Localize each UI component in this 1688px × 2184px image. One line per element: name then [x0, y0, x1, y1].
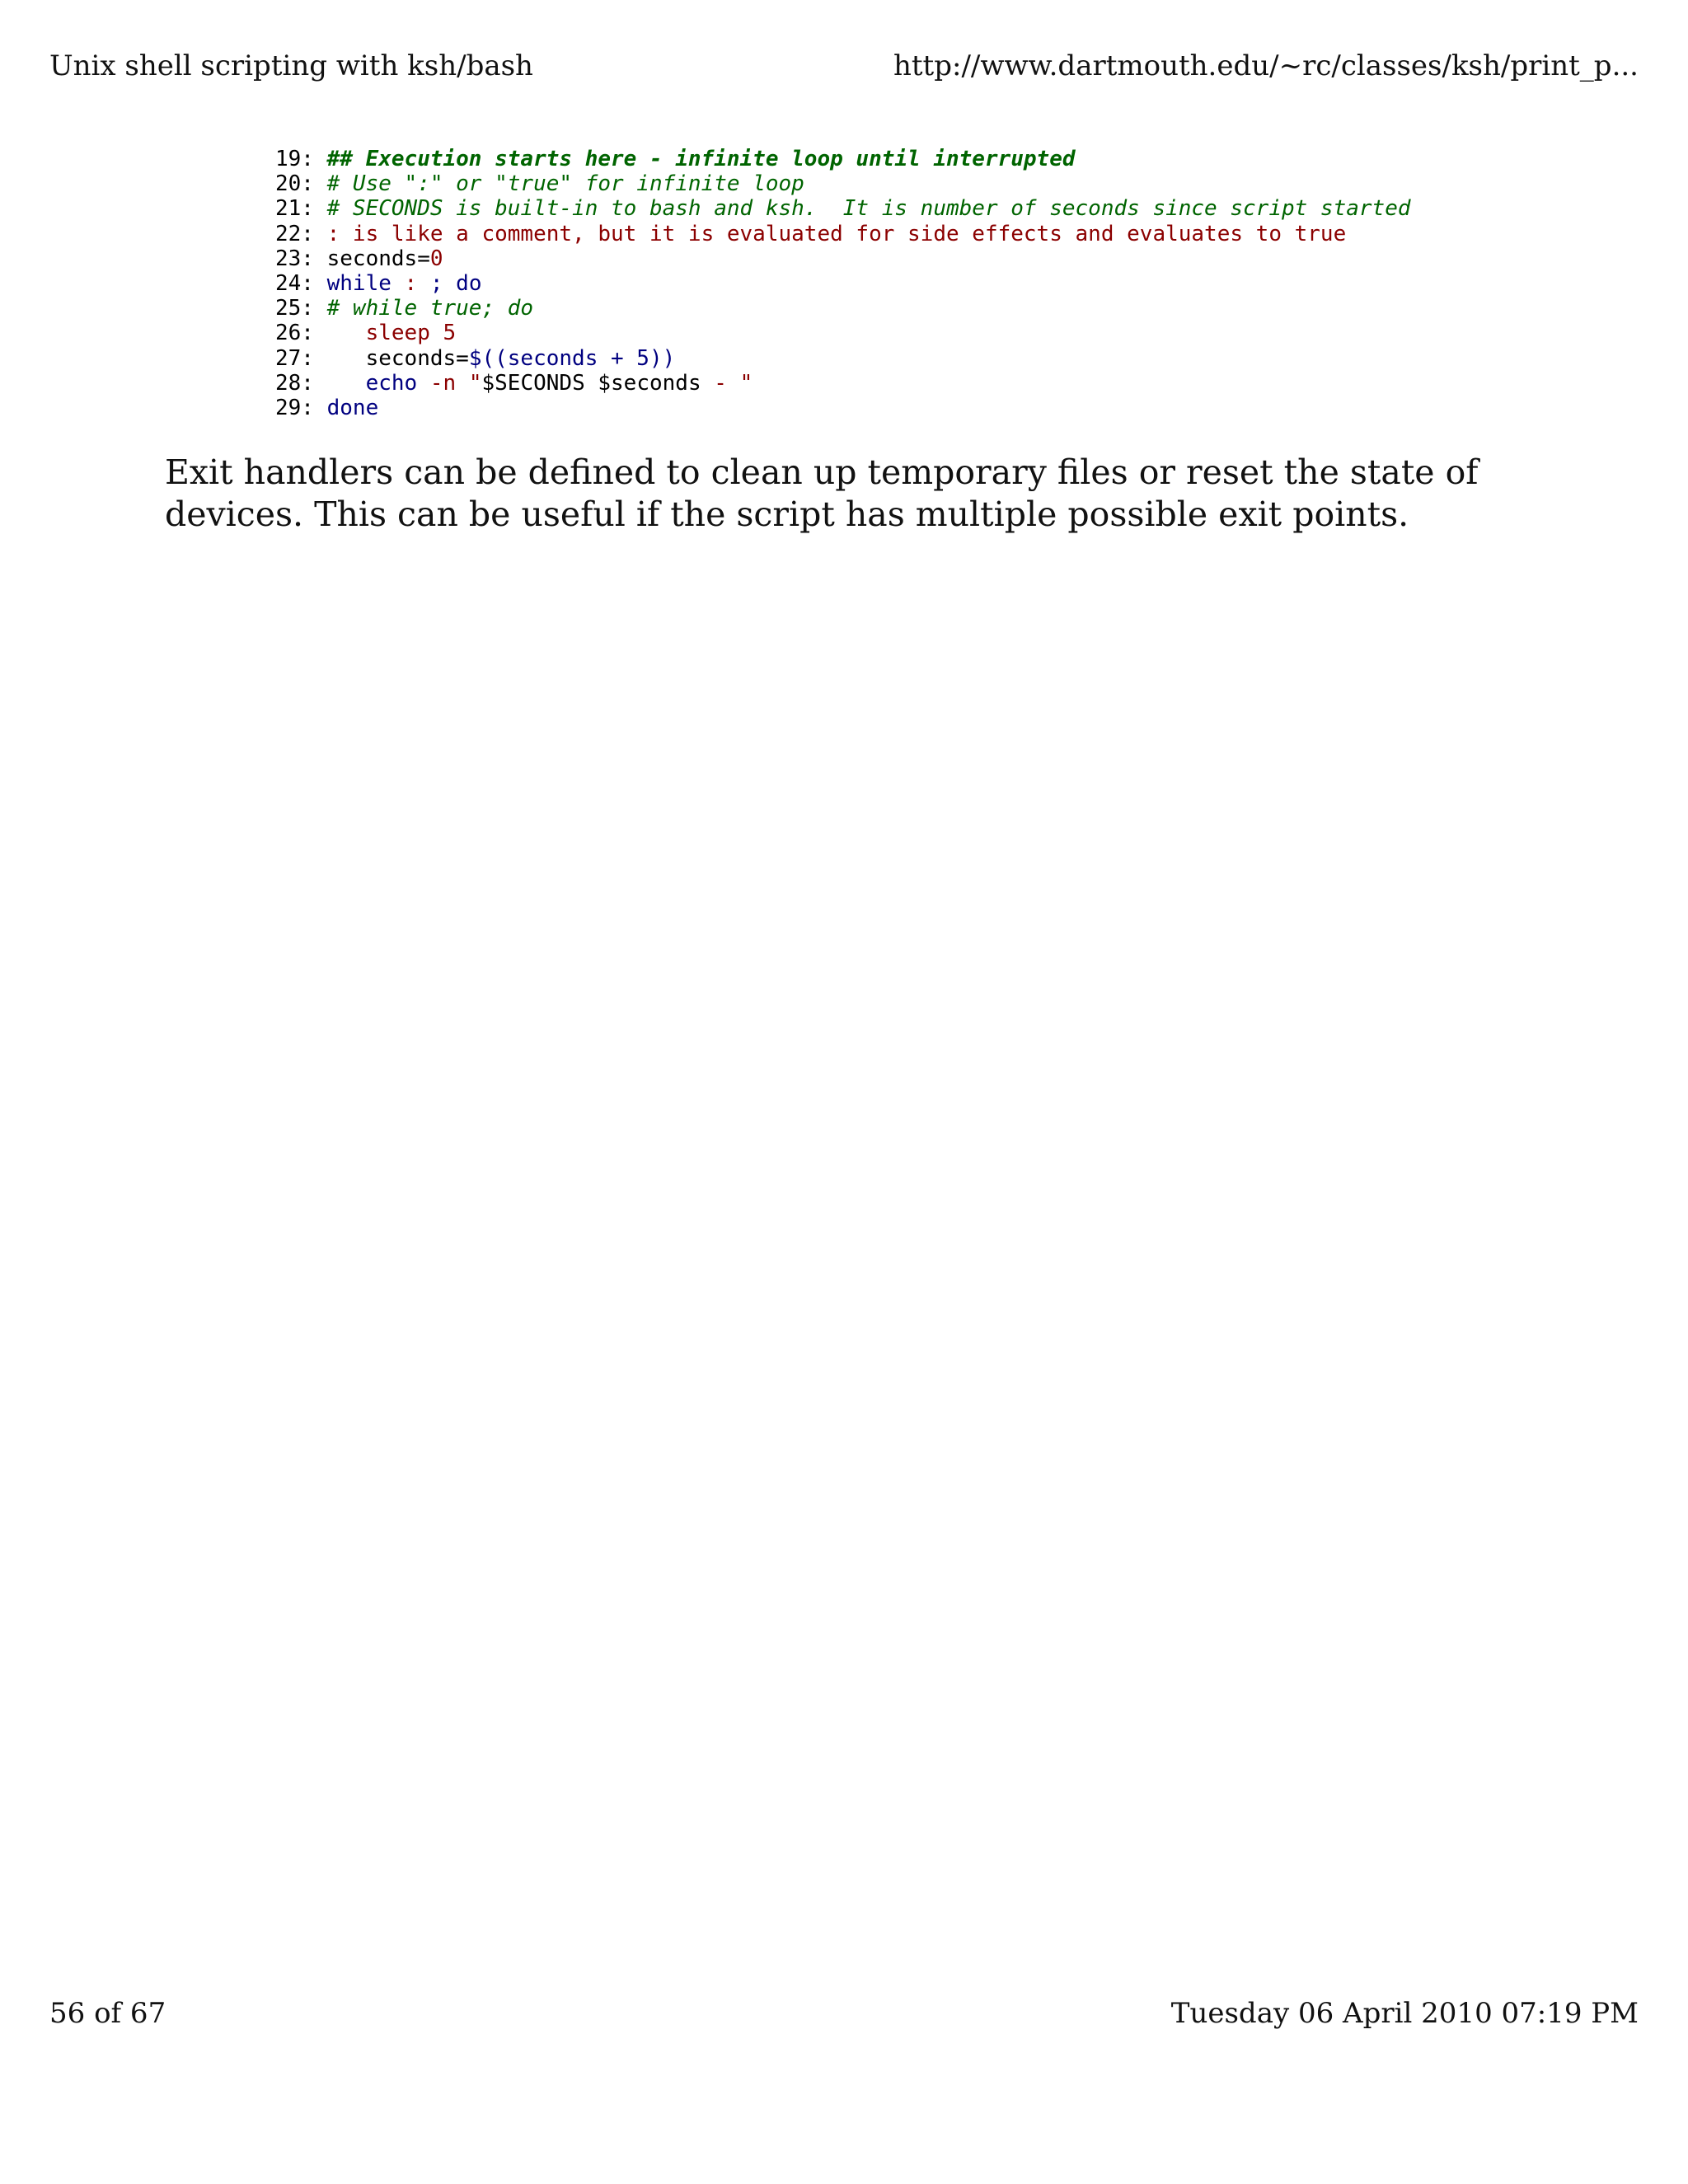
code-line — [275, 246, 1411, 271]
code-segment: $((seconds + 5)) — [468, 345, 676, 371]
code-line — [275, 396, 1411, 420]
code-line — [275, 196, 1411, 221]
line-number: 23: — [275, 246, 314, 271]
code-segment: echo — [365, 370, 418, 396]
code-segment: ## Execution starts here - infinite loop until interrupted — [326, 147, 1076, 171]
code-segment: while — [326, 270, 392, 296]
code-segment: -n " — [417, 370, 482, 396]
line-number: 28: — [275, 370, 314, 396]
code-segment: 0 — [429, 246, 443, 271]
line-number: 24: — [275, 270, 314, 296]
code-segment: sleep 5 — [365, 321, 457, 346]
code-line — [275, 271, 1411, 296]
code-line — [275, 296, 1411, 321]
code-segment: ; do — [429, 270, 482, 296]
line-number: 25: — [275, 296, 314, 321]
line-number: 29: — [275, 395, 314, 420]
code-listing — [275, 147, 1411, 420]
code-segment: : — [391, 270, 430, 296]
code-segment: # while true; do — [326, 296, 534, 321]
code-segment: seconds= — [326, 345, 469, 371]
print-date: Tuesday 06 April 2010 07:19 PM — [1170, 1997, 1639, 2030]
line-number: 21: — [275, 196, 314, 222]
code-line — [275, 346, 1411, 371]
code-line — [275, 171, 1411, 196]
line-number: 19: — [275, 147, 314, 171]
code-segment: seconds= — [326, 246, 430, 271]
code-segment: # SECONDS is built-in to bash and ksh. It is number of seconds since script started — [326, 196, 1411, 222]
body-paragraph: Exit handlers can be defined to clean up temporary files or reset the state of devices. This can be useful if the script has multiple possible exit points. — [165, 452, 1479, 534]
code-segment: : is like a comment, but it is evaluated for side effects and evaluates to true — [326, 221, 1347, 246]
page-number: 56 of 67 — [49, 1997, 166, 2030]
line-number: 20: — [275, 171, 314, 197]
code-segment: done — [326, 395, 379, 420]
code-line — [275, 147, 1411, 171]
page-header-url: http://www.dartmouth.edu/~rc/classes/ksh/print_p... — [893, 49, 1639, 82]
code-line — [275, 321, 1411, 345]
code-segment: $SECONDS $seconds — [481, 370, 715, 396]
code-segment: - " — [714, 370, 753, 396]
line-number: 22: — [275, 221, 314, 246]
line-number: 27: — [275, 345, 314, 371]
code-segment — [327, 371, 366, 396]
code-segment: # Use ":" or "true" for infinite loop — [326, 171, 804, 197]
code-segment — [327, 321, 366, 345]
line-number: 26: — [275, 321, 314, 346]
page-header-title: Unix shell scripting with ksh/bash — [49, 49, 533, 82]
code-line — [275, 371, 1411, 396]
code-line — [275, 222, 1411, 246]
